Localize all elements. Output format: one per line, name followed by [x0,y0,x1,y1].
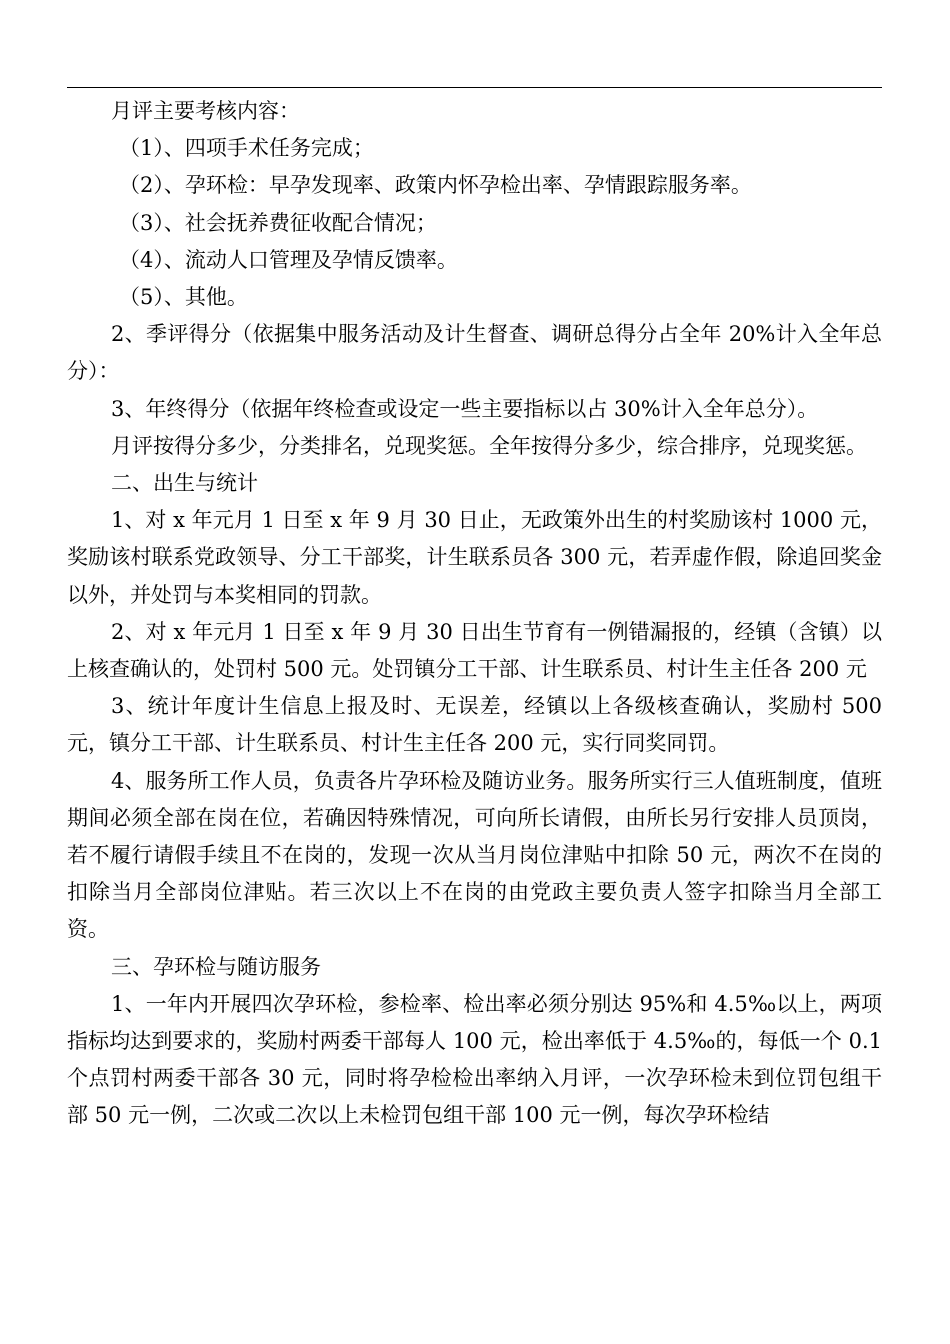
paragraph-monthly-review-heading: 月评主要考核内容： [111,99,300,123]
header-rule [67,87,882,88]
paragraph-item-1: （1）、四项手术任务完成； [119,136,374,161]
paragraph-birth-rule-3: 3、统计年度计生信息上报及时、无误差，经镇以上各级核查确认，奖励村 500 元，镇分工干部、计生联系员、村计生主任各 200 元，实行同奖同罚。 [67,694,889,756]
paragraph-item-3: （3）、社会抚养费征收配合情况； [119,210,437,235]
paragraph-item-2: （2）、孕环检：早孕发现率、政策内怀孕检出率、孕情跟踪服务率。 [119,173,752,198]
paragraph-annual-score: 3、年终得分（依据年终检查或设定一些主要指标以占 30%计入全年总分）。 [111,396,819,421]
paragraph-birth-rule-1: 1、对 x 年元月 1 日至 x 年 9 月 30 日止，无政策外出生的村奖励该村 1000 元，奖励该村联系党政领导、分工干部奖，计生联系员各 300 元，若弄虚作假，除追回奖金以外，并处罚与本奖相同的罚款。 [67,508,882,607]
document-body [67,93,889,1135]
paragraph-item-5: （5）、其他。 [119,285,248,310]
section-heading-birth-statistics: 二、出生与统计 [111,471,258,496]
paragraph-ranking: 月评按得分多少，分类排名，兑现奖惩。全年按得分多少，综合排序，兑现奖惩。 [111,433,867,458]
paragraph-checkup-rule-1: 1、一年内开展四次孕环检，参检率、检出率必须分别达 95%和 4.5‰以上，两项指标均达到要求的，奖励村两委干部每人 100 元，检出率低于 4.5‰的，每低一个 0.1 个点罚村两委干部各 30 元，同时将孕检检出率纳入月评，一次孕环检未到位罚包组干部 50 元一例，二次或二次以上未检罚包组干部 100 元一例，每次孕环检结 [67,991,889,1128]
paragraph-birth-rule-2: 2、对 x 年元月 1 日至 x 年 9 月 30 日出生节育有一例错漏报的，经镇（含镇）以上核查确认的，处罚村 500 元。处罚镇分工干部、计生联系员、村计生主任各 200 元 [67,619,882,682]
paragraph-item-4: （4）、流动人口管理及孕情反馈率。 [119,247,458,272]
paragraph-quarterly-score: 2、季评得分（依据集中服务活动及计生督查、调研总得分占全年 20%计入全年总分）： [67,322,882,384]
paragraph-birth-rule-4: 4、服务所工作人员，负责各片孕环检及随访业务。服务所实行三人值班制度，值班期间必须全部在岗在位，若确因特殊情况，可向所长请假，由所长另行安排人员顶岗，若不履行请假手续且不在岗的，发现一次从当月岗位津贴中扣除 50 元，两次不在岗的扣除当月全部岗位津贴。若三次以上不在岗的由党政主要负责人签字扣除当月全部工资。 [67,768,882,942]
section-heading-checkup-followup: 三、孕环检与随访服务 [111,954,321,979]
